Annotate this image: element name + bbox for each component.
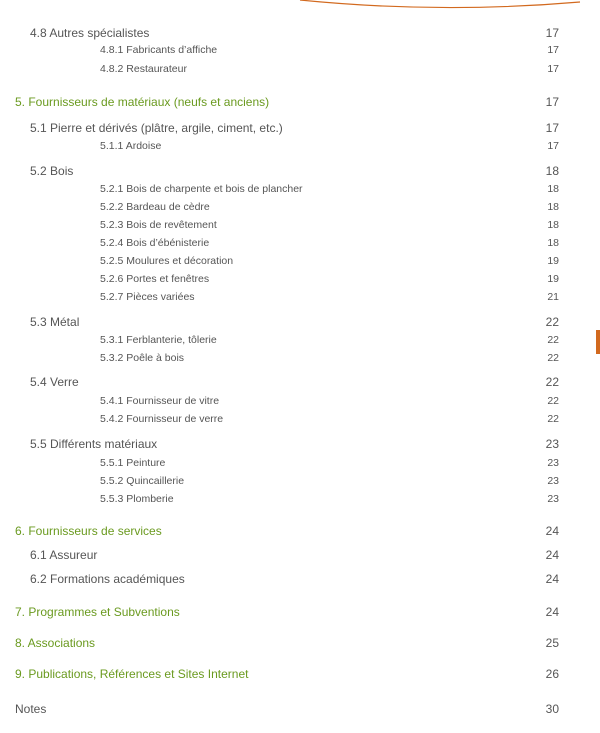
toc-entry-9[interactable]: [0, 666, 600, 682]
toc-entry-page: 30: [545, 702, 559, 716]
toc-entry-5-3[interactable]: [0, 314, 600, 330]
toc-entry-label: 4.8.2 Restaurateur: [100, 63, 187, 75]
toc-entry-page: 24: [545, 572, 559, 586]
toc-entry-6-2[interactable]: [0, 571, 600, 587]
toc-entry-notes[interactable]: [0, 701, 600, 717]
toc-entry-page: 17: [547, 140, 559, 152]
toc-entry-5-4-1[interactable]: [0, 393, 600, 409]
toc-entry-5-5[interactable]: [0, 436, 600, 452]
toc-entry-label: Notes: [15, 702, 47, 716]
toc-entry-label: 5.4.2 Fournisseur de verre: [100, 413, 224, 425]
toc-entry-page: 18: [547, 183, 559, 195]
toc-entry-4-8[interactable]: [0, 25, 600, 41]
toc-entry-5-5-3[interactable]: [0, 491, 600, 507]
toc-entry-label: 5.4.1 Fournisseur de vitre: [100, 395, 220, 407]
toc-entry-5-5-2[interactable]: [0, 473, 600, 489]
toc-entry-label: 5.2.6 Portes et fenêtres: [100, 273, 210, 285]
toc-entry-label: 6. Fournisseurs de services: [15, 524, 162, 538]
toc-entry-label: 5.5.2 Quincaillerie: [100, 475, 185, 487]
toc-entry-label: 6.1 Assureur: [30, 548, 98, 562]
toc-entry-label: 4.8.1 Fabricants d’affiche: [100, 44, 218, 56]
toc-entry-label: 7. Programmes et Subventions: [15, 605, 180, 619]
toc-entry-5-2-1[interactable]: [0, 181, 600, 197]
toc-entry-5-2-3[interactable]: [0, 217, 600, 233]
toc-entry-label: 5.5 Différents matériaux: [30, 437, 158, 451]
toc-entry-label: 5.1.1 Ardoise: [100, 140, 162, 152]
toc-entry-4-8-1[interactable]: [0, 42, 600, 58]
toc-entry-label: 5. Fournisseurs de matériaux (neufs et anciens): [15, 95, 270, 109]
toc-entry-page: 25: [545, 636, 559, 650]
toc-entry-label: 5.2.1 Bois de charpente et bois de plancher: [100, 183, 303, 195]
toc-entry-page: 18: [545, 164, 559, 178]
toc-entry-label: 5.2.2 Bardeau de cèdre: [100, 201, 210, 213]
toc-entry-8[interactable]: [0, 635, 600, 651]
toc-entry-label: 5.5.3 Plomberie: [100, 493, 174, 505]
toc-entry-page: 17: [545, 95, 559, 109]
toc-entry-5-1-1[interactable]: [0, 138, 600, 154]
toc-entry-page: 24: [545, 524, 559, 538]
toc-entry-label: 5.3 Métal: [30, 315, 80, 329]
toc-entry-page: 23: [547, 457, 559, 469]
toc-entry-6-1[interactable]: [0, 547, 600, 563]
toc-entry-5-3-1[interactable]: [0, 332, 600, 348]
toc-entry-page: 19: [547, 273, 559, 285]
toc-entry-page: 26: [545, 667, 559, 681]
toc-entry-label: 5.4 Verre: [30, 375, 79, 389]
toc-entry-label: 5.2.3 Bois de revêtement: [100, 219, 217, 231]
toc-entry-page: 17: [545, 26, 559, 40]
toc-entry-page: 22: [547, 395, 559, 407]
toc-entry-5[interactable]: [0, 94, 600, 110]
toc-entry-page: 24: [545, 548, 559, 562]
toc-entry-5-3-2[interactable]: [0, 350, 600, 366]
toc-entry-page: 19: [547, 255, 559, 267]
toc-entry-5-5-1[interactable]: [0, 455, 600, 471]
toc-entry-7[interactable]: [0, 604, 600, 620]
toc-entry-5-2-4[interactable]: [0, 235, 600, 251]
toc-entry-page: 17: [547, 63, 559, 75]
toc-entry-page: 22: [545, 375, 559, 389]
toc-entry-5-2[interactable]: [0, 163, 600, 179]
toc-entry-page: 17: [545, 121, 559, 135]
toc-entry-label: 5.2.5 Moulures et décoration: [100, 255, 234, 267]
toc-entry-page: 22: [545, 315, 559, 329]
toc-entry-page: 22: [547, 413, 559, 425]
toc-entry-page: 23: [547, 493, 559, 505]
toc-entry-label: 5.2 Bois: [30, 164, 74, 178]
toc-entry-label: 5.2.7 Pièces variées: [100, 291, 195, 303]
toc-entry-page: 23: [545, 437, 559, 451]
toc-entry-5-2-7[interactable]: [0, 289, 600, 305]
toc-entry-4-8-2[interactable]: [0, 61, 600, 77]
toc-entry-label: 5.1 Pierre et dérivés (plâtre, argile, ciment, etc.): [30, 121, 283, 135]
toc-entry-5-2-2[interactable]: [0, 199, 600, 215]
toc-entry-page: 22: [547, 352, 559, 364]
toc-entry-5-2-5[interactable]: [0, 253, 600, 269]
toc-entry-label: 5.3.1 Ferblanterie, tôlerie: [100, 334, 217, 346]
toc-entry-page: 23: [547, 475, 559, 487]
toc-entry-label: 5.5.1 Peinture: [100, 457, 166, 469]
toc-entry-5-2-6[interactable]: [0, 271, 600, 287]
toc-entry-label: 8. Associations: [15, 636, 96, 650]
toc-entry-5-4[interactable]: [0, 374, 600, 390]
toc-entry-page: 17: [547, 44, 559, 56]
toc-entry-5-1[interactable]: [0, 120, 600, 136]
toc-entry-label: 9. Publications, Références et Sites Internet: [15, 667, 249, 681]
toc-entry-page: 24: [545, 605, 559, 619]
toc-entry-label: 4.8 Autres spécialistes: [30, 26, 150, 40]
toc-entry-label: 6.2 Formations académiques: [30, 572, 185, 586]
toc-entry-page: 18: [547, 237, 559, 249]
toc-entry-page: 18: [547, 219, 559, 231]
toc-entry-label: 5.2.4 Bois d’ébénisterie: [100, 237, 210, 249]
toc-entry-5-4-2[interactable]: [0, 411, 600, 427]
toc-entry-label: 5.3.2 Poêle à bois: [100, 352, 185, 364]
toc-entry-6[interactable]: [0, 523, 600, 539]
toc-entry-page: 18: [547, 201, 559, 213]
toc-entry-page: 22: [547, 334, 559, 346]
toc-entry-page: 21: [547, 291, 559, 303]
